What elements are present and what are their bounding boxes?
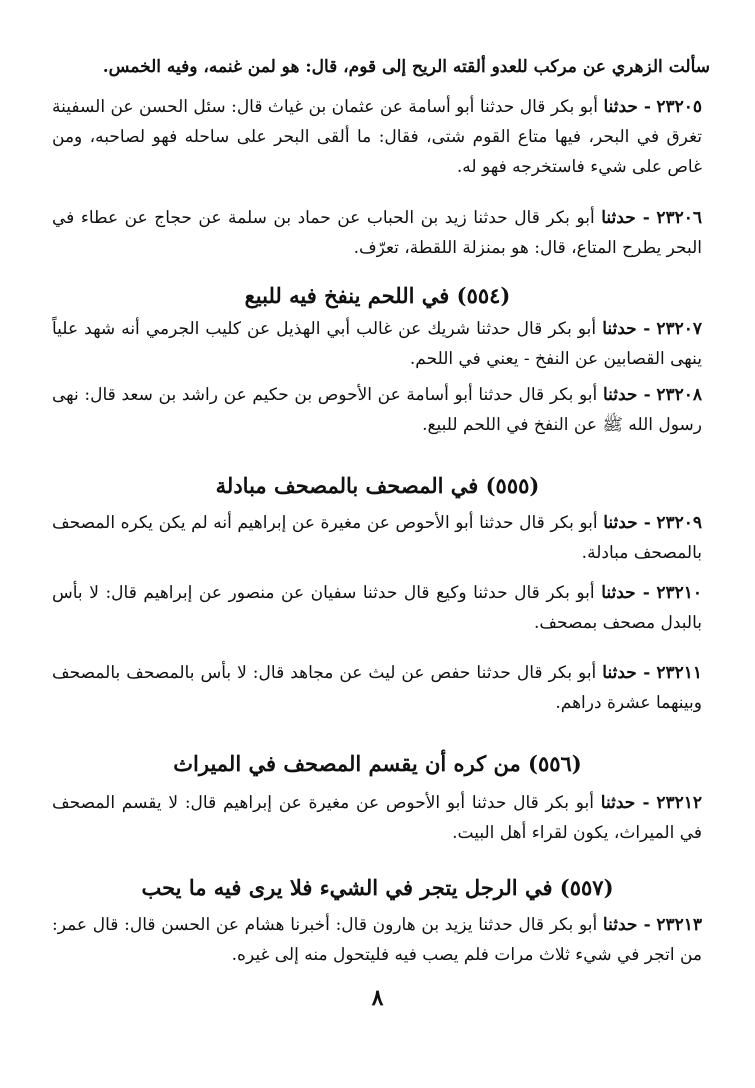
entry-number: ٢٣٢١٢ [656, 793, 703, 813]
entry-number: ٢٣٢٠٥ [656, 97, 703, 117]
entry-23205 [52, 92, 702, 182]
page-number: ٨ [371, 985, 384, 1011]
section-heading-557: (٥٥٧) في الرجل يتجر في الشيء فلا يرى فيه ما يحب [141, 875, 614, 900]
entry-number: ٢٣٢٠٩ [656, 513, 703, 533]
entry-text: أبو بكر قال حدثنا زيد بن الحباب عن حماد بن سلمة عن حجاج عن عطاء في البحر يطرح المتاع، قال: هو بمنزلة اللقطة، تعرّف. [52, 208, 702, 258]
entry-number: ٢٣٢٠٧ [656, 319, 703, 339]
entry-lead: - حدثنا [602, 915, 651, 935]
entry-23212 [52, 788, 702, 848]
entry-lead: - حدثنا [603, 513, 651, 533]
entry-23206 [52, 203, 702, 263]
entry-lead: - حدثنا [602, 319, 651, 339]
entry-lead: - حدثنا [603, 97, 651, 117]
entry-text: أبو بكر قال حدثنا أبو الأحوص عن مغيرة عن إبراهيم أنه لم يكن يكره المصحف بالمصحف مبادلة. [52, 513, 702, 563]
entry-23207 [52, 314, 702, 374]
entry-lead: - حدثنا [601, 583, 650, 603]
entry-lead: - حدثنا [602, 663, 651, 683]
entry-text: أبو بكر قال حدثنا حفص عن ليث عن مجاهد قال: لا بأس بالمصحف بالمصحف وبينهما عشرة دراهم. [52, 663, 702, 713]
entry-23209 [52, 508, 702, 568]
entry-number: ٢٣٢١١ [656, 663, 702, 683]
entry-lead: - حدثنا [600, 793, 650, 813]
entry-text: أبو بكر قال حدثنا شريك عن غالب أبي الهذيل عن كليب الجرمي أنه شهد علياً ينهى القصابين عن النفخ - يعني في اللحم. [52, 319, 702, 369]
entry-23208 [52, 380, 702, 440]
entry-text: أبو بكر قال حدثنا أبو الأحوص عن مغيرة عن إبراهيم قال: لا يقسم المصحف في الميراث، يكون لقراء أهل البيت. [52, 793, 702, 843]
entry-lead: - حدثنا [601, 208, 650, 228]
section-heading-555: (٥٥٥) في المصحف بالمصحف مبادلة [215, 473, 540, 498]
entry-text: أبو بكر قال حدثنا وكيع قال حدثنا سفيان عن منصور عن إبراهيم قال: لا بأس بالبدل مصحف بمصحف. [52, 583, 702, 633]
entry-23213 [52, 910, 702, 970]
entry-23210 [52, 578, 702, 638]
entry-lead: - حدثنا [602, 385, 651, 405]
top-line: سألت الزهري عن مركب للعدو ألقته الريح إلى قوم، قال: هو لمن غنمه، وفيه الخمس. [102, 57, 710, 77]
section-heading-554: (٥٥٤) في اللحم ينفخ فيه للبيع [244, 283, 511, 308]
entry-text: أبو بكر قال حدثنا أبو أسامة عن عثمان بن غياث قال: سئل الحسن عن السفينة تغرق في البحر، فيها متاع القوم شتى، فقال: ما ألقى البحر على ساحله فهو لصاحبه، ومن غاص على شيء فاستخرجه فهو له. [52, 97, 702, 177]
entry-text: أبو بكر قال حدثنا أبو أسامة عن الأحوص بن حكيم عن راشد بن سعد قال: نهى رسول الله ﷺ عن النفخ في اللحم للبيع. [52, 385, 702, 435]
entry-number: ٢٣٢١٣ [656, 915, 703, 935]
entry-text: أبو بكر قال حدثنا يزيد بن هارون قال: أخبرنا هشام عن الحسن قال: قال عمر: من اتجر في شيء ثلاث مرات فلم يصب فيه فليتحول منه إلى غيره. [52, 915, 702, 965]
entry-number: ٢٣٢١٠ [656, 583, 703, 603]
entry-number: ٢٣٢٠٨ [656, 385, 703, 405]
entry-23211 [52, 658, 702, 718]
entry-number: ٢٣٢٠٦ [656, 208, 703, 228]
section-heading-556: (٥٥٦) من كره أن يقسم المصحف في الميراث [173, 751, 582, 776]
